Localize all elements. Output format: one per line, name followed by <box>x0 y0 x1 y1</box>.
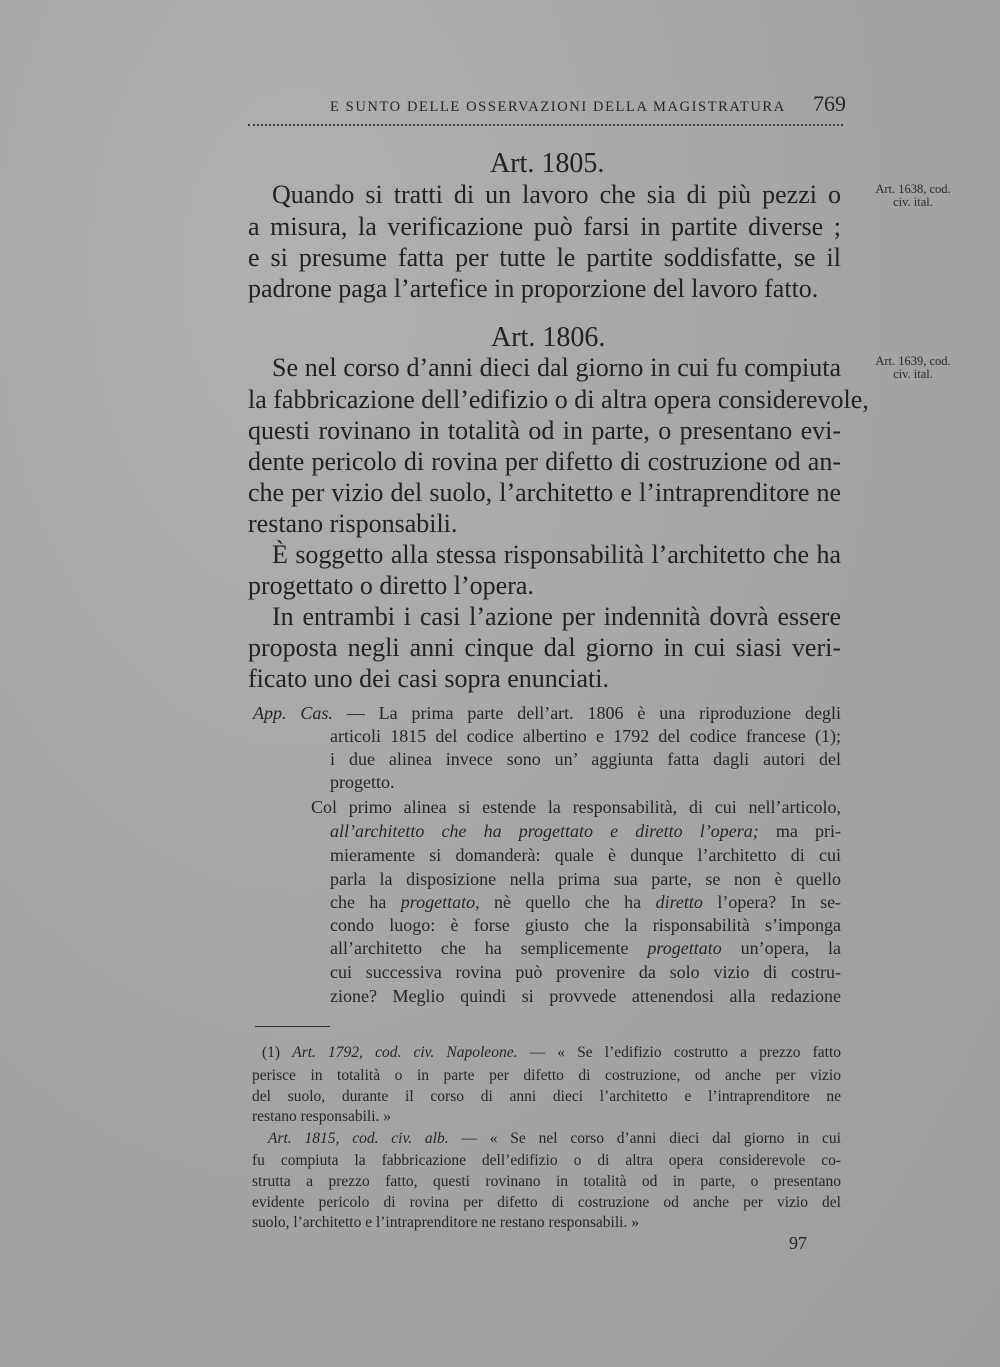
body-line: progettato o diretto l’opera. <box>248 571 534 600</box>
commentary-text: un’opera, la <box>740 938 841 958</box>
footnote-line <box>268 1129 841 1148</box>
body-line: Quando si tratti di un lavoro che sia di più pezzi o <box>272 180 841 209</box>
footnote-line: perisce in totalità o in parte per difetto di costruzione, od anche per vizio <box>252 1067 841 1084</box>
body-line: padrone paga l’artefice in proporzione del lavoro fatto. <box>248 274 819 303</box>
footnote-text: — « Se nel corso d’anni dieci dal giorno in cui <box>461 1130 841 1147</box>
footnote-source: Art. 1792, cod. civ. Napoleone. <box>292 1044 518 1061</box>
body-line: a misura, la verificazione può farsi in partite diverse ; <box>248 212 841 241</box>
footnote-line: suolo, l’architetto e l’intraprenditore ne restano responsabili. » <box>252 1214 639 1231</box>
commentary-italic: diretto <box>655 892 703 912</box>
margin-note-1806 <box>858 355 968 381</box>
footnote-source: Art. 1815, cod. civ. alb. <box>268 1130 449 1147</box>
signature-mark: 97 <box>789 1233 807 1253</box>
commentary-italic: progettato, <box>400 892 480 912</box>
body-line: che per vizio del suolo, l’architetto e l’intraprenditore ne <box>248 478 841 507</box>
commentary-line <box>253 702 841 724</box>
commentary-dash: — <box>332 703 379 723</box>
running-head: E SUNTO DELLE OSSERVAZIONI DELLA MAGISTRATURA <box>330 99 786 115</box>
margin-note-line: civ. ital. <box>893 367 933 381</box>
commentary-line <box>330 891 841 913</box>
commentary-line: cui successiva rovina può provenire da solo vizio di costru- <box>330 962 841 982</box>
footnote-line: strutta a prezzo fatto, questi rovinano in totalità od in parte, o presentano <box>252 1173 841 1190</box>
body-line: È soggetto alla stessa risponsabilità l’architetto che ha <box>272 540 841 569</box>
commentary-italic: all’architetto che ha progettato e diretto l’opera; <box>330 821 759 841</box>
header-rule <box>248 124 843 126</box>
body-line: questi rovinano in totalità od in parte, o presentano evi- <box>248 416 841 445</box>
commentary-line: condo luogo: è forse giusto che la risponsabilità s’imponga <box>330 915 841 935</box>
article-heading-1806: Art. 1806. <box>491 322 606 353</box>
commentary-line <box>330 937 841 959</box>
commentary-text: La prima parte dell’art. 1806 è una riproduzione degli <box>378 703 841 723</box>
body-line: restano risponsabili. <box>248 509 458 538</box>
commentary-line: mieramente si domanderà: quale è dunque l’architetto di cui <box>330 845 841 865</box>
footnote-text: — « Se l’edifizio costrutto a prezzo fatto <box>529 1044 842 1061</box>
body-line: dente pericolo di rovina per difetto di costruzione od an- <box>248 447 841 476</box>
commentary-line: articoli 1815 del codice albertino e 1792 del codice francese (1); <box>330 726 841 746</box>
margin-note-line: civ. ital. <box>893 195 933 209</box>
commentary-text: l’opera? In se- <box>717 892 842 912</box>
margin-note-line: Art. 1638, cod. <box>875 182 951 196</box>
footnote-line: fu compiuta la fabbricazione dell’edifizio o di altra opera considerevole co- <box>252 1152 841 1169</box>
footnote-line: restano responsabili. » <box>252 1108 392 1125</box>
body-line: ficato uno dei casi sopra enunciati. <box>248 664 609 693</box>
footnote-rule <box>255 1026 330 1027</box>
commentary-line: i due alinea invece sono un’ aggiunta fatta dagli autori del <box>330 749 841 769</box>
margin-note-1805 <box>858 183 968 209</box>
page-number: 769 <box>813 91 846 116</box>
footnote-marker: (1) <box>262 1044 281 1061</box>
footnote-line <box>262 1043 841 1062</box>
commentary-text: ma pri- <box>775 821 841 841</box>
commentary-line: zione? Meglio quindi si provvede attenendosi alla redazione <box>330 986 841 1006</box>
body-line: la fabbricazione dell’edifizio o di altra opera considerevole, <box>248 385 869 414</box>
commentary-lead: App. Cas. <box>253 703 333 723</box>
commentary-line: progetto. <box>330 772 395 792</box>
body-line: In entrambi i casi l’azione per indennità dovrà essere <box>272 602 841 631</box>
commentary-italic: progettato <box>647 938 722 958</box>
body-line: proposta negli anni cinque dal giorno in cui siasi veri- <box>248 633 841 662</box>
commentary-line <box>330 820 841 842</box>
article-heading-1805: Art. 1805. <box>490 148 605 179</box>
commentary-text: che ha <box>330 892 387 912</box>
footnote-line: del suolo, durante il corso di anni dieci l’architetto e l’intraprenditore ne <box>252 1088 841 1105</box>
commentary-text: nè quello che ha <box>494 892 642 912</box>
body-line: Se nel corso d’anni dieci dal giorno in cui fu compiuta <box>272 353 841 382</box>
margin-note-line: Art. 1639, cod. <box>875 354 951 368</box>
commentary-line: Col primo alinea si estende la responsabilità, di cui nell’articolo, <box>311 797 841 817</box>
body-line: e si presume fatta per tutte le partite soddisfatte, se il <box>248 243 841 272</box>
footnote-line: evidente pericolo di rovina per difetto di costruzione od anche per vizio del <box>252 1194 841 1211</box>
commentary-text: all’architetto che ha semplicemente <box>330 938 629 958</box>
commentary-line: parla la disposizione nella prima sua parte, se non è quello <box>330 869 841 889</box>
